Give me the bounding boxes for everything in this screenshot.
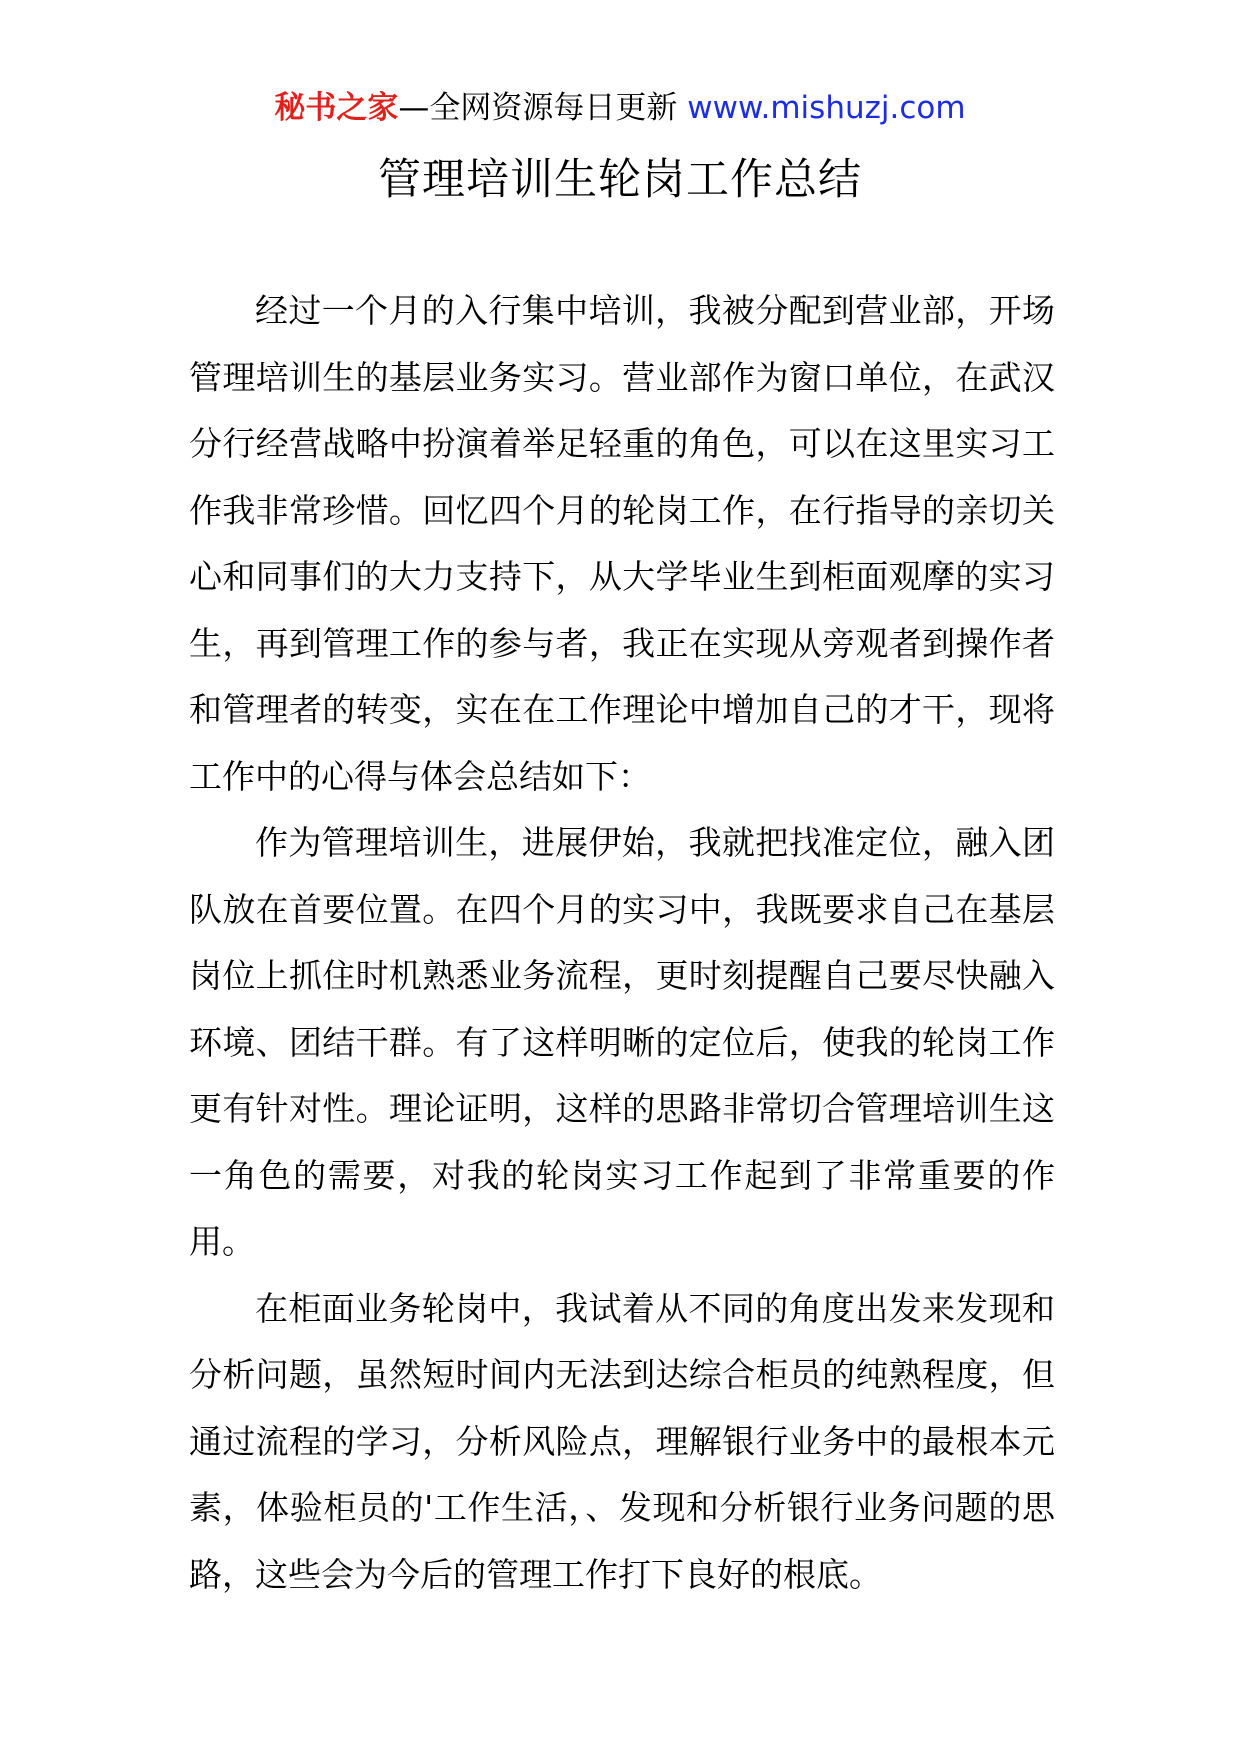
paragraph-3: 在柜面业务轮岗中，我试着从不同的角度出发来发现和分析问题，虽然短时间内无法到达综合柜员的纯熟程度，但通过流程的学习，分析风险点，理解银行业务中的最根本元素，体验柜员的'工作生活，、发现和分析银行业务问题的思路，这些会为今后的管理工作打下良好的根底。: [189, 1288, 1055, 1594]
site-brand: 秘书之家: [274, 90, 399, 126]
site-tagline: —全网资源每日更新: [398, 90, 688, 126]
document-body: [189, 278, 1055, 1608]
document-title: 管理培训生轮岗工作总结: [378, 155, 862, 205]
paragraph-2: 作为管理培训生，进展伊始，我就把找准定位，融入团队放在首要位置。在四个月的实习中，我既要求自己在基层岗位上抓住时机熟悉业务流程，更时刻提醒自己要尽快融入环境、团结干群。有了这样明晰的定位后，使我的轮岗工作更有针对性。理论证明，这样的思路非常切合管理培训生这一角色的需要，对我的轮岗实习工作起到了非常重要的作用。: [189, 823, 1055, 1261]
site-header: [0, 86, 1240, 130]
paragraph-1: 经过一个月的入行集中培训，我被分配到营业部，开场管理培训生的基层业务实习。营业部作为窗口单位，在武汉分行经营战略中扮演着举足轻重的角色，可以在这里实习工作我非常珍惜。回忆四个月的轮岗工作，在行指导的亲切关心和同事们的大力支持下，从大学毕业生到柜面观摩的实习生，再到管理工作的参与者，我正在实现从旁观者到操作者和管理者的转变，实在在工作理论中增加自己的才干，现将工作中的心得与体会总结如下：: [189, 291, 1055, 796]
site-url-link[interactable]: www.mishuzj.com: [687, 90, 966, 126]
